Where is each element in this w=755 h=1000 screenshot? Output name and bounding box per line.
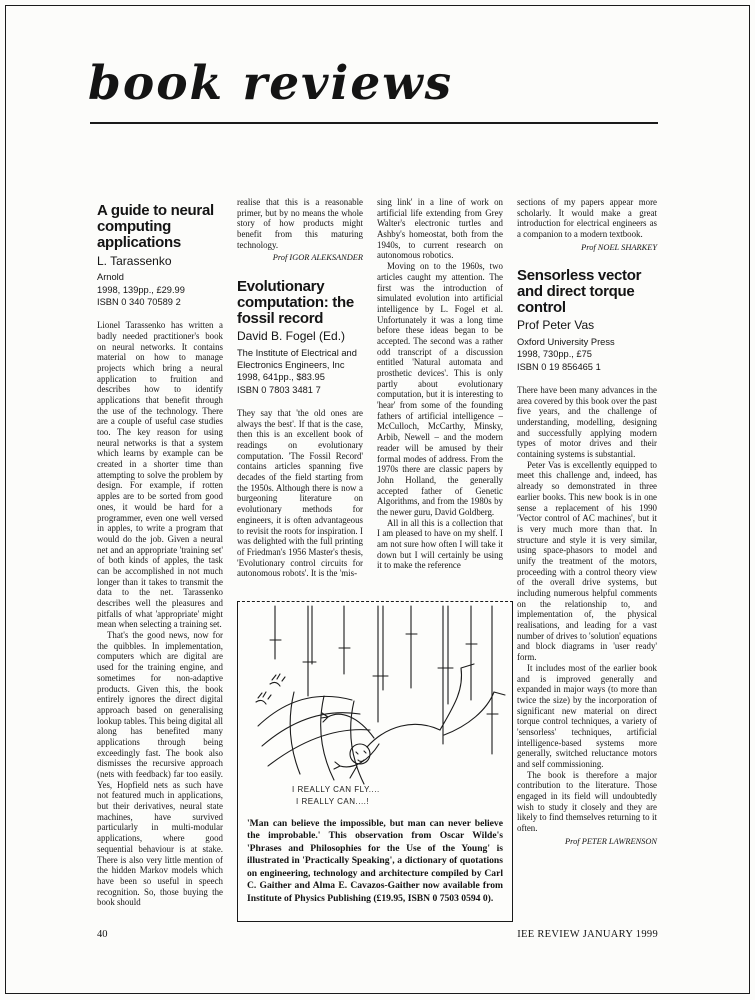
review-3-paragraph: There have been many advances in the area covered by this book over the past five years, and the challenge of understanding, modelling, designing and successfully applying modern types of motor drives and their containing systems is substantial. — [517, 384, 657, 460]
section-masthead: book reviews — [88, 56, 454, 111]
review-3-paragraph: Peter Vas is excellently equipped to meet this challenge and, indeed, has already so demonstrated in three earlier books. This new book is in one sense a replacement of his 1990 'Vector control of AC machines', but it is very much more than that. In structure and style it is very similar, using space-phasors to model and unify the treatment of the motors, proceeding with a control theory view of the overall drive systems, but including numerous helpful comments on the relationship to, and implementation of, the physical realisations, and leading for a vast number of drives to 'solution' equations and block diagrams in 'user ready' form. — [517, 459, 658, 663]
column-1 — [97, 203, 223, 908]
review-3-author: Prof Peter Vas — [517, 318, 595, 333]
review-2-publication-info — [237, 347, 363, 396]
review-3-pub-details: 1998, 730pp., £75 — [517, 349, 592, 360]
review-1-reviewer-byline: Prof IGOR ALEKSANDER — [272, 253, 363, 263]
review-2-reviewer-byline: Prof NOEL SHARKEY — [581, 242, 657, 252]
review-2-paragraph-continued: sing link' in a line of work on artificial life extending from Grey Walter's electronic turtles and Ashby's homeostat, both from the 1940s, to current research on autonomous robotics. — [377, 197, 503, 261]
falling-man-cartoon-icon — [240, 604, 510, 816]
review-1-title: A guide to neural computing applications — [97, 202, 214, 252]
cartoon-panel — [237, 601, 513, 922]
review-1-author: L. Tarassenko — [97, 253, 172, 268]
review-2-pub-details: 1998, 641pp., $83.95 — [237, 372, 325, 383]
review-2-publisher: The Institute of Electrical and Electronics Engineers, Inc — [237, 347, 357, 371]
review-2-paragraph: They say that 'the old ones are always the best'. If that is the case, then this is an excellent book of readings on evolutionary computation. 'The Fossil Record' contains articles spanning five decades of the field starting from the 1950s. Although there is now a burgeoning literature on evolutionary methods for engineers, it is often advantageous to revisit the roots for inspiration. I was delighted with the full printing of Friedman's 1956 Master's thesis, 'Evolutionary control circuits for autonomous robots'. It is the 'mis- — [237, 407, 363, 579]
review-1-paragraph-continued: realise that this is a reasonable primer, but by no means the whole story of how products might benefit from this maturing technology. — [237, 197, 363, 250]
review-1-isbn: ISBN 0 340 70589 2 — [97, 296, 181, 307]
column-2 — [237, 197, 363, 579]
review-2-paragraph: Moving on to the 1960s, two articles caught my attention. The first was the introduction of simulated evolution into artificial intelligence by L. Fogel et al. Unfortunately it was a long time before these ideas began to be accepted. The second was a rather odd transcript of a discussion entitled 'Natural automata and prosthetic devices'. This is only partly about evolutionary computation, but it is interesting to 'hear' from some of the founding fathers of artificial intelligence – McCulloch, McCarthy, Minsky, Arbib, Newell – and the modern reader will be amused by their formal modes of address. From the 1970s there are classic papers by John Holland, the generally accepted father of Genetic Algorithms, and from the 1980s by the newer guru, David Goldberg. — [377, 261, 503, 517]
review-1-publication-info — [97, 271, 223, 308]
section-gap — [237, 264, 363, 279]
review-2-author: David B. Fogel (Ed.) — [237, 329, 346, 344]
cartoon-caption: 'Man can believe the impossible, but man can never believe the improbable.' This observation from Oscar Wilde's 'Phrases and Philosophies for the Use of the Young' is illustrated in 'Practically Speaking', a dictionary of quotations on engineering, technology and architecture compiled by Carl C. Gaither and Alma E. Cavazos-Gaither now available from Institute of Physics Publishing (£19.95, ISBN 0 7503 0594 0). — [247, 818, 503, 904]
review-2-isbn: ISBN 0 7803 3481 7 — [237, 384, 321, 395]
review-1-paragraph: Lionel Tarassenko has written a badly needed practitioner's book on neural networks. It contains material on how to manage projects which bring a neural application to fruition and describes how to identify applications that benefit through the use of the technology. There are a couple of useful case studies too. The key reason for using neural networks is that a system which learns by example can be created in a shorter time than attempting to solve the problem by design. For example, if rotten apples are to be sorted from good ones, it would be hard for a programmer, even one well versed in apples, to write a program that would do the job. Given a neural net and an appropriate 'training set' of both kinds of apples, the task can be accomplished in not much longer than it takes to transmit the data to the net. Tarassenko describes well the pleasures and pitfalls of what 'appropriate' might mean when selecting a training set. — [97, 320, 223, 630]
review-2-paragraph-continued: sections of my papers appear more scholarly. It would make a great introduction for electrical engineers as a companion to a modern textbook. — [517, 197, 657, 240]
review-3-isbn: ISBN 0 19 856465 1 — [517, 361, 601, 372]
review-3-paragraph: It includes most of the earlier book and is improved generally and expanded in major ways (to more than twice the size) by the incorporation of significant new material on direct torque control techniques, a variety of 'sensorless' techniques, artificial intelligence-based systems more generally, switched reluctance motors and self commissioning. — [517, 662, 657, 770]
review-1-paragraph: That's the good news, now for the quibbles. In implementation, computers which are digital are used for the training engine, and sometimes for non-adaptive products. Given this, the book entirely ignores the direct digital approach based on generalising lookup tables. This being digital all along has benefited many applications through being exceedingly fast. The book also dismisses the recursive approach (nets with feedback) far too easily. Yes, Hopfield nets as such have not featured much in applications, but their derivatives, neural state machines, have survived particularly in multi-modular applications, where good sequential behaviour is at stake. There is also very little mention of the hidden Markov models which have been so useful in speech recognition. So, those buying the book should — [97, 630, 223, 908]
column-3 — [377, 197, 503, 571]
cartoon-speech-line-2: I REALLY CAN....! — [296, 797, 370, 806]
journal-footer: IEE REVIEW JANUARY 1999 — [517, 929, 658, 940]
review-3-paragraph: The book is therefore a major contribution to the literature. Those engaged in its field will undoubtedly wish to study it closely and they are likely to find themselves returning to it often. — [517, 769, 657, 834]
section-gap — [517, 253, 657, 268]
masthead-rule — [90, 122, 658, 124]
review-3-publisher: Oxford University Press — [517, 337, 615, 348]
review-1-publisher: Arnold — [97, 272, 124, 283]
page-number: 40 — [97, 929, 108, 940]
review-2-paragraph: All in all this is a collection that I am pleased to have on my shelf. I am not sure how often I will take it down but I will certainly be using it to make the reference — [377, 517, 503, 571]
column-4 — [517, 197, 657, 847]
review-3-reviewer-byline: Prof PETER LAWRENSON — [565, 836, 657, 846]
review-3-title: Sensorless vector and direct torque control — [517, 266, 642, 317]
review-3-publication-info — [517, 336, 657, 373]
review-2-title: Evolutionary computation: the fossil record — [237, 277, 354, 327]
review-1-pub-details: 1998, 139pp., £29.99 — [97, 284, 185, 295]
cartoon-speech-line-1: I REALLY CAN FLY.... — [292, 785, 380, 794]
